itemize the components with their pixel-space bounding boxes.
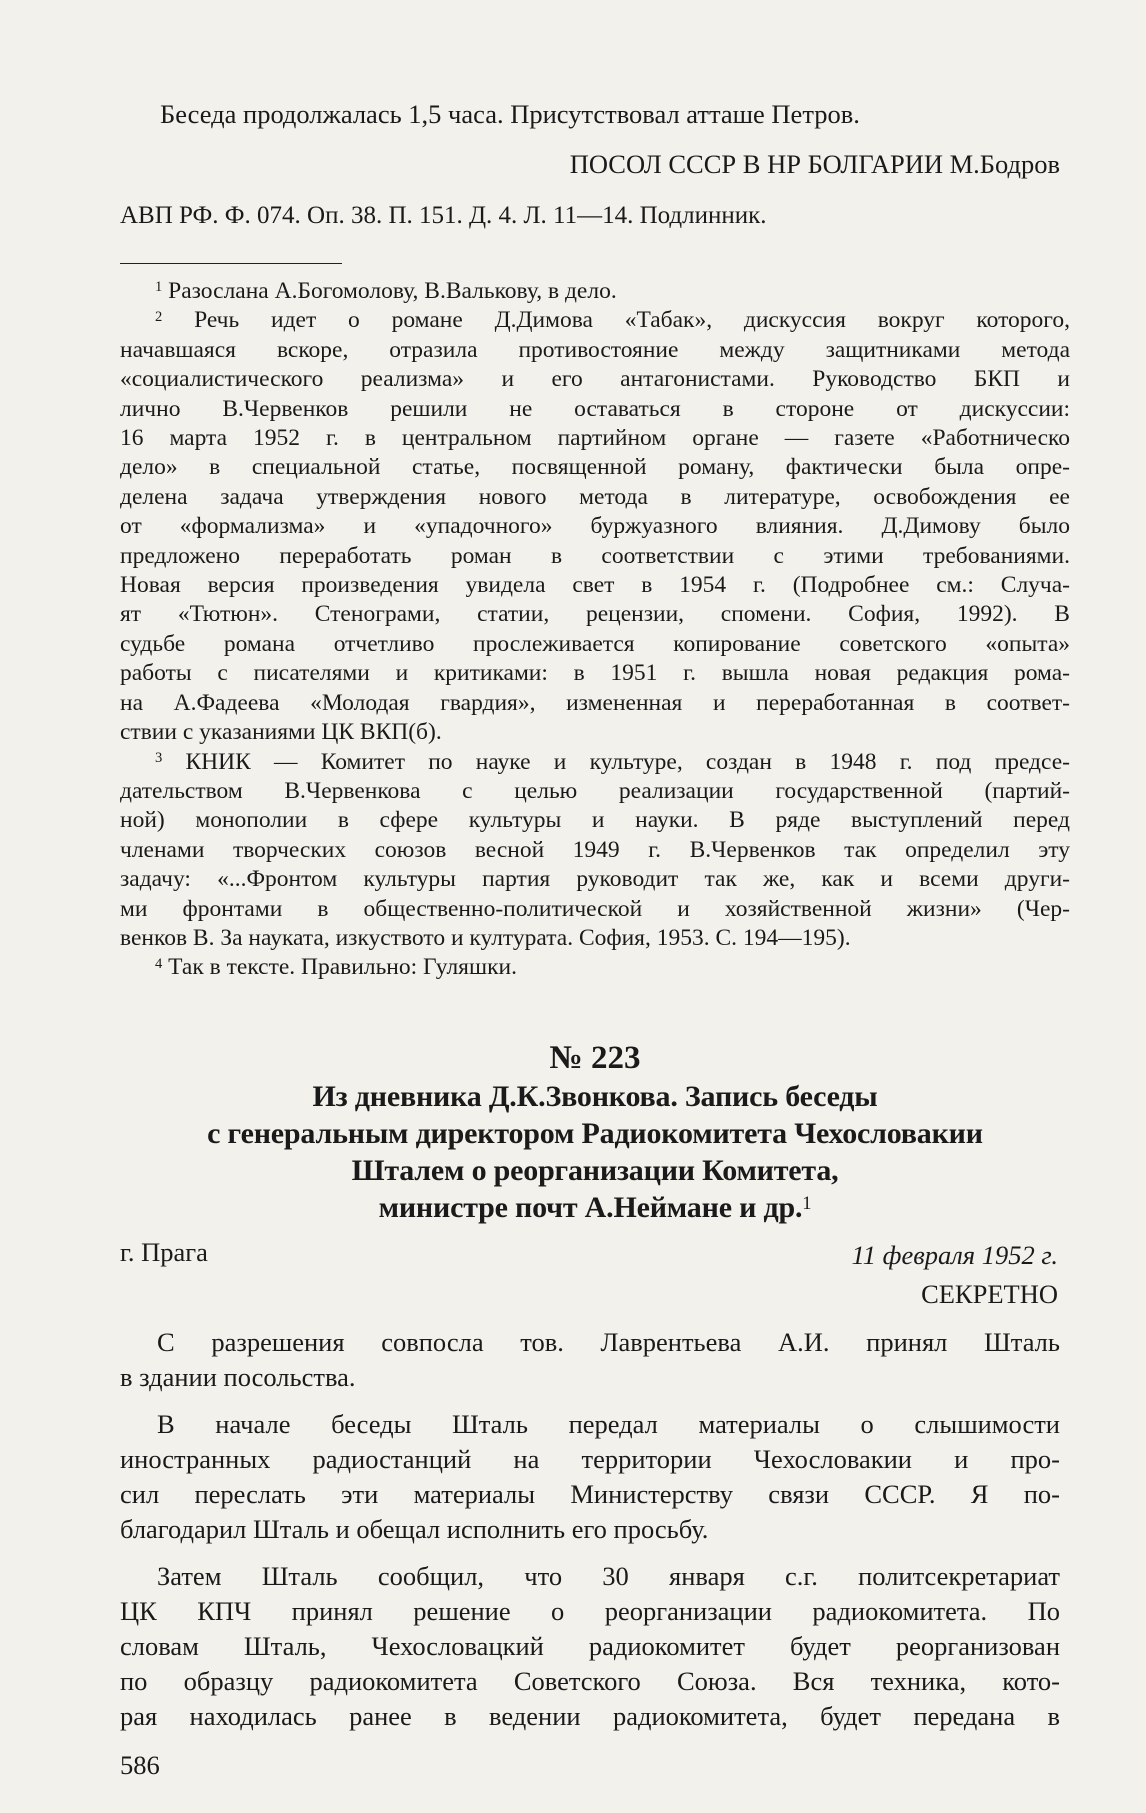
paragraph-1 [120, 1325, 1060, 1395]
body-line: в здании посольства. [120, 1362, 356, 1392]
body-line: сил переслать эти материалы Министерству связи СССР. Я по- [120, 1479, 1060, 1509]
body-line: иностранных радиостанций на территории Чехословакии и про- [120, 1444, 1060, 1474]
footnote-line: лично В.Червенков решили не оставаться в стороне от дискуссии: [120, 395, 1070, 422]
footnote-1 [120, 277, 1070, 306]
footnote-line: делена задача утверждения нового метода в литературе, освобождения ее [120, 483, 1070, 510]
title-line: Шталем о реорганизации Комитета, [351, 1154, 839, 1187]
footnote-line: на А.Фадеева «Молодая гвардия», измененная и переработанная в соответ- [120, 689, 1070, 716]
footnotes [120, 277, 1070, 983]
page-number: 586 [120, 1750, 160, 1780]
footnote-marker: 3 [155, 749, 163, 766]
footnote-line: Новая версия произведения увидела свет в 1954 г. (Подробнее см.: Случа- [120, 572, 1070, 599]
body-line: Затем Шталь сообщил, что 30 января с.г. политсекретариат [157, 1561, 1060, 1591]
footnote-line: задачу: «...Фронтом культуры партия руководит так же, как и всеми други- [120, 866, 1070, 893]
document-body [120, 1325, 1060, 1734]
body-line: ЦК КПЧ принял решение о реорганизации радиокомитета. По [120, 1596, 1060, 1626]
ambassador-signature: ПОСОЛ СССР В НР БОЛГАРИИ М.Бодров [569, 149, 1060, 179]
archive-reference: АВП РФ. Ф. 074. Оп. 38. П. 151. Д. 4. Л. 11—14. Подлинник. [120, 202, 767, 229]
closing-line: Беседа продолжалась 1,5 часа. Присутствовал атташе Петров. [160, 99, 860, 129]
footnote-line: предложено переработать роман в соответствии с этими требованиями. [120, 542, 1070, 569]
title-line: Из дневника Д.К.Звонкова. Запись беседы [312, 1080, 878, 1113]
footnote-text: Разослана А.Богомолову, В.Валькову, в дело. [162, 278, 617, 304]
footnote-line: Речь идет о романе Д.Димова «Табак», дискуссия вокруг которого, [162, 307, 1070, 334]
body-line: С разрешения совпосла тов. Лаврентьева А.И. принял Шталь [157, 1327, 1060, 1357]
footnote-line: «социалистического реализма» и его антагонистами. Руководство БКП и [120, 366, 1070, 393]
document-place: г. Прага [120, 1237, 208, 1267]
footnote-3 [120, 748, 1070, 954]
footnote-text: Так в тексте. Правильно: Гуляшки. [162, 954, 517, 981]
document-date: 11 февраля 1952 г. [851, 1240, 1058, 1270]
footnote-2 [120, 306, 1070, 747]
footnote-line: судьбе романа отчетливо прослеживается копирование советского «опыта» [120, 630, 1070, 657]
title-line: министре почт А.Неймане и др. [378, 1191, 803, 1224]
title-footnote-marker: 1 [802, 1192, 812, 1214]
body-line: благодарил Шталь и обещал исполнить его просьбу. [120, 1514, 709, 1544]
paragraph-3 [120, 1559, 1060, 1734]
document-title [120, 1078, 1070, 1226]
body-line: В начале беседы Шталь передал материалы о слышимости [157, 1409, 1060, 1439]
footnote-line: ми фронтами в общественно-политической и хозяйственной жизни» (Чер- [120, 895, 1070, 922]
paragraph-2 [120, 1407, 1060, 1547]
footnote-line: 16 марта 1952 г. в центральном партийном органе — газете «Работническо [120, 425, 1070, 452]
footnote-line: членами творческих союзов весной 1949 г. В.Червенков так определил эту [120, 836, 1070, 863]
footnote-separator [120, 263, 342, 264]
footnote-marker: 2 [155, 308, 163, 325]
footnote-4 [120, 953, 1070, 982]
footnote-line: ствии с указаниями ЦК ВКП(б). [120, 719, 442, 746]
footnote-line: дело» в специальной статье, посвященной роману, фактически была опре- [120, 454, 1070, 481]
body-line: рая находилась ранее в ведении радиокомитета, будет передана в [120, 1701, 1060, 1731]
footnote-line: ной) монополии в сфере культуры и науки. В ряде выступлений перед [120, 807, 1070, 834]
footnote-line: начавшаяся вскоре, отразила противостояние между защитниками метода [120, 336, 1070, 363]
footnote-line: работы с писателями и критиками: в 1951 г. вышла новая редакция рома- [120, 660, 1070, 687]
title-line: с генеральным директором Радиокомитета Чехословакии [207, 1117, 983, 1150]
classification-stamp: СЕКРЕТНО [921, 1279, 1058, 1309]
body-line: словам Шталь, Чехословацкий радиокомитет будет реорганизован [120, 1631, 1060, 1661]
footnote-line: венков В. За науката, изкуството и културата. София, 1953. С. 194—195). [120, 924, 851, 951]
footnote-line: ят «Тютюн». Стенограми, статии, рецензии, спомени. София, 1992). В [120, 601, 1070, 628]
body-line: по образцу радиокомитета Советского Союза. Вся техника, кото- [120, 1666, 1060, 1696]
footnote-line: дательством В.Червенкова с целью реализации государственной (партий- [120, 777, 1070, 804]
footnote-line: от «формализма» и «упадочного» буржуазного влияния. Д.Димову было [120, 513, 1070, 540]
footnote-line: КНИК — Комитет по науке и культуре, создан в 1948 г. под предсе- [162, 748, 1070, 775]
document-number: № 223 [549, 1040, 641, 1076]
footnote-marker: 4 [155, 955, 163, 972]
footnote-marker: 1 [155, 279, 163, 296]
